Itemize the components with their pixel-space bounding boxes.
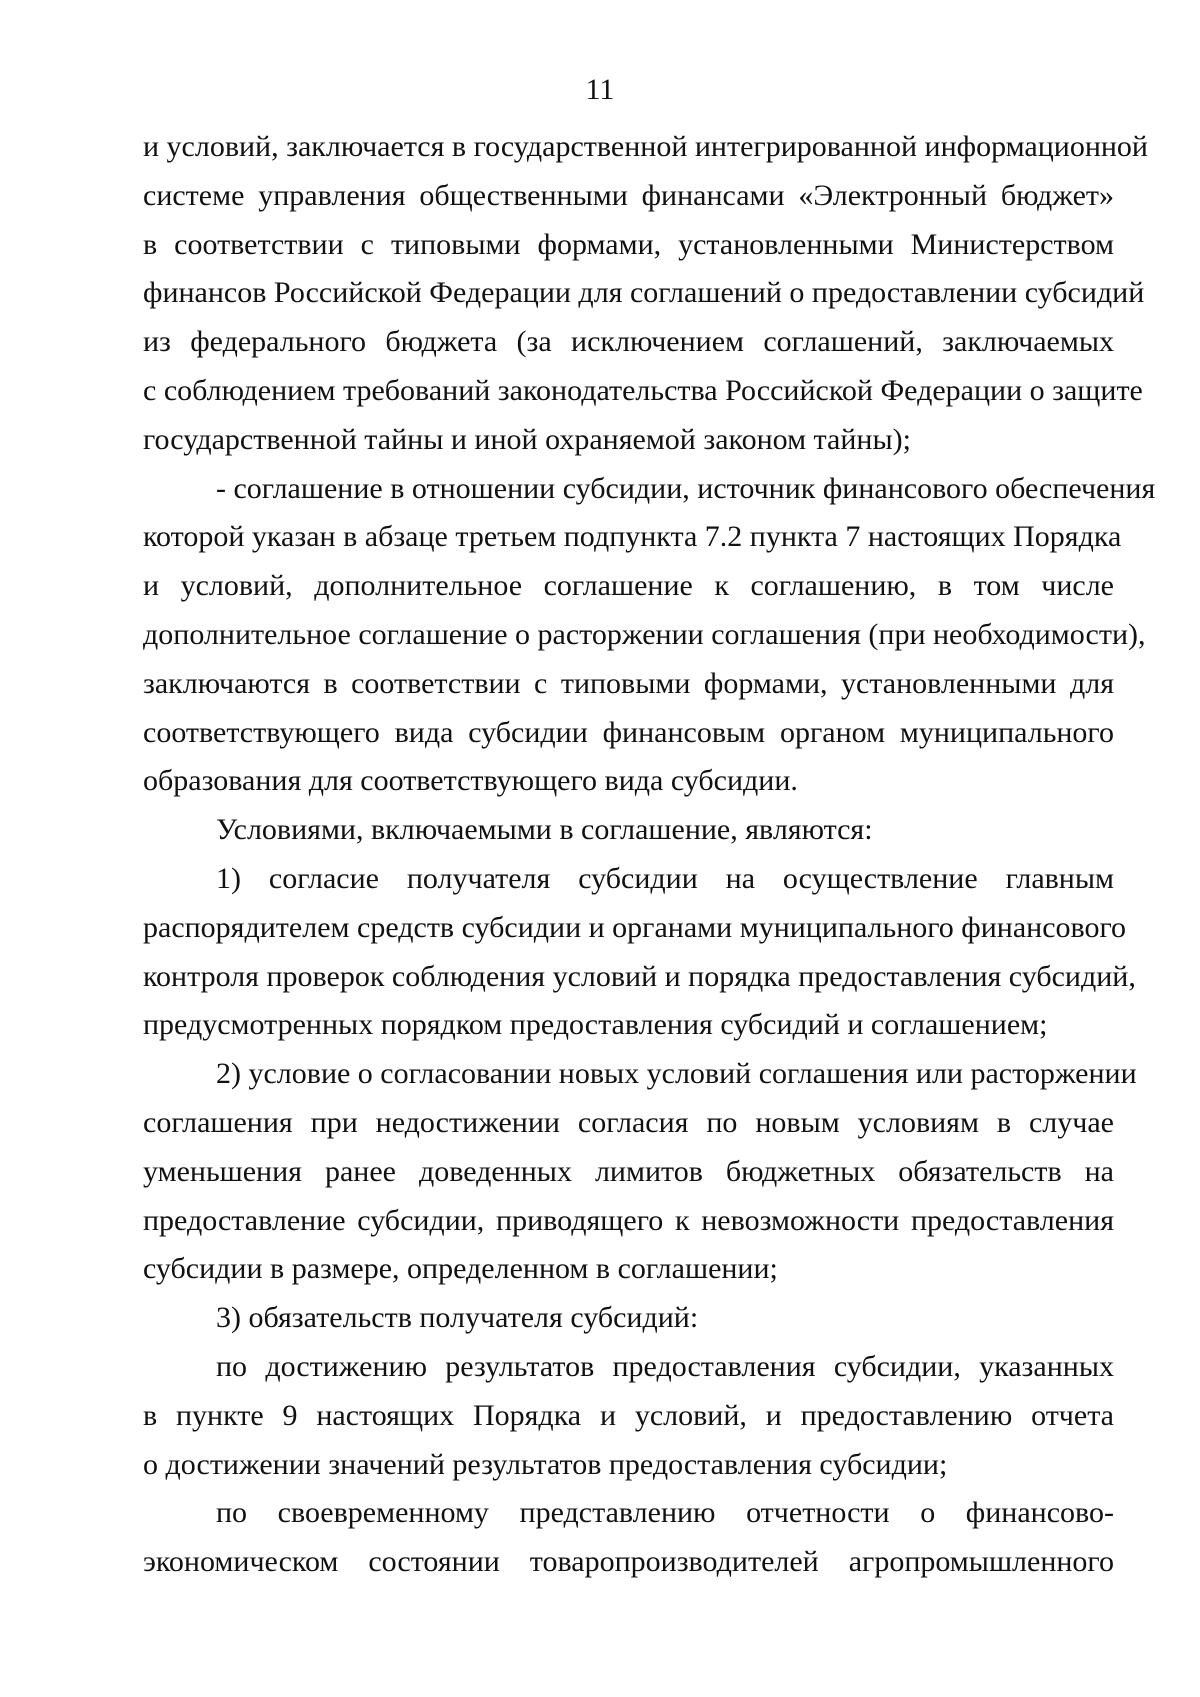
text-line: предусмотренных порядком предоставления субсидий и соглашением; <box>143 1008 1048 1042</box>
text-line: предоставление субсидии, приводящего к невозможности предоставления <box>143 1203 1114 1237</box>
document-body <box>143 123 1156 1587</box>
text-line: контроля проверок соблюдения условий и порядка предоставления субсидий, <box>143 959 1136 993</box>
text-line: и условий, заключается в государственной интегрированной информационной <box>143 130 1148 163</box>
text-line: по своевременному представлению отчетности о финансово- <box>216 1496 1114 1530</box>
text-line: из федерального бюджета (за исключением соглашений, заключаемых <box>143 325 1114 359</box>
text-line: распорядителем средств субсидии и органами муниципального финансового <box>143 910 1127 944</box>
text-line: соглашения при недостижении согласия по новым условиям в случае <box>143 1105 1114 1139</box>
text-line: системе управления общественными финансами «Электронный бюджет» <box>143 178 1114 212</box>
text-line: финансов Российской Федерации для соглашений о предоставлении субсидий <box>143 276 1145 310</box>
text-line: государственной тайны и иной охраняемой законом тайны); <box>143 422 911 456</box>
text-line: заключаются в соответствии с типовыми формами, установленными для <box>143 666 1114 700</box>
page-number: 11 <box>585 73 615 106</box>
text-line: в соответствии с типовыми формами, установленными Министерством <box>143 227 1114 261</box>
text-line: дополнительное соглашение о расторжении соглашения (при необходимости), <box>143 617 1146 651</box>
text-line: 3) обязательств получателя субсидий: <box>216 1301 699 1335</box>
text-line: о достижении значений результатов предоставления субсидии; <box>143 1447 948 1481</box>
text-line: экономическом состоянии товаропроизводителей агропромышленного <box>143 1545 1114 1579</box>
text-line: с соблюдением требований законодательства Российской Федерации о защите <box>143 373 1143 407</box>
text-line: Условиями, включаемыми в соглашение, являются: <box>216 813 873 847</box>
text-line: которой указан в абзаце третьем подпункта 7.2 пункта 7 настоящих Порядка <box>143 520 1122 554</box>
text-line: и условий, дополнительное соглашение к соглашению, в том числе <box>143 569 1114 603</box>
text-line: субсидии в размере, определенном в соглашении; <box>143 1252 778 1286</box>
text-line: соответствующего вида субсидии финансовым органом муниципального <box>143 715 1114 749</box>
text-line: уменьшения ранее доведенных лимитов бюджетных обязательств на <box>143 1154 1114 1188</box>
text-line: 2) условие о согласовании новых условий соглашения или расторжении <box>216 1057 1137 1091</box>
text-line: в пункте 9 настоящих Порядка и условий, и предоставлению отчета <box>143 1398 1114 1432</box>
text-line: 1) согласие получателя субсидии на осуществление главным <box>216 861 1114 895</box>
text-line: образования для соответствующего вида субсидии. <box>143 764 798 798</box>
text-line: - соглашение в отношении субсидии, источник финансового обеспечения <box>216 471 1156 505</box>
text-line: по достижению результатов предоставления субсидии, указанных <box>216 1349 1114 1383</box>
